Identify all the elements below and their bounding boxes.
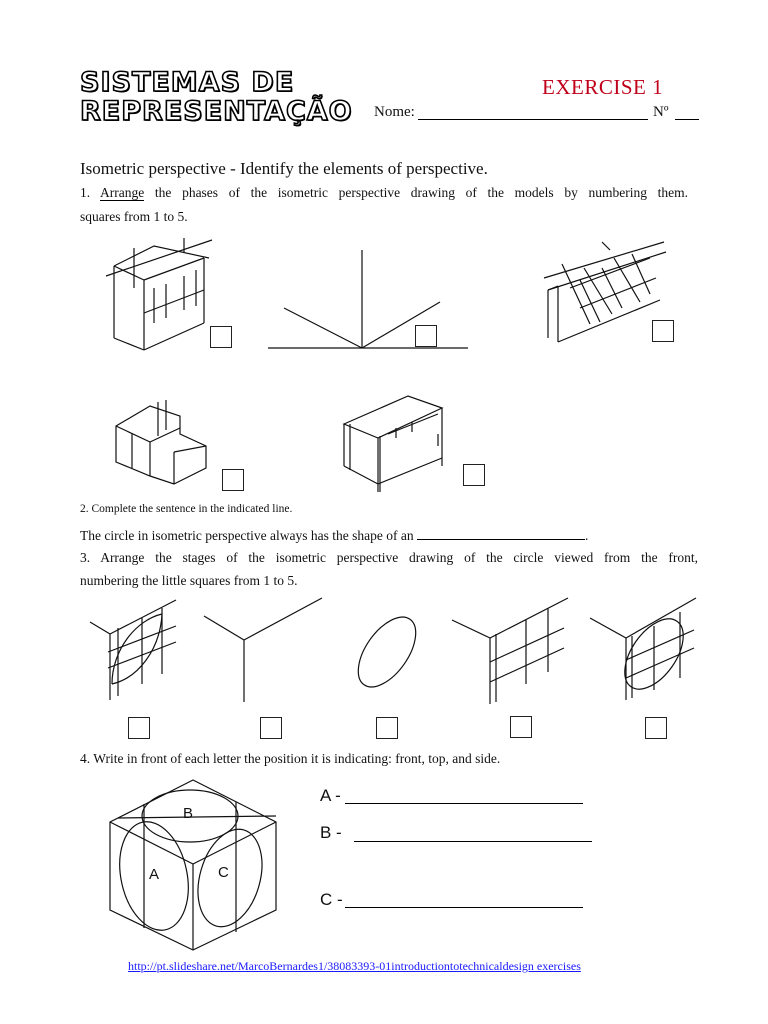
isometric-cube-circles (108, 778, 283, 953)
answer-label-c: C - (320, 890, 343, 909)
number-label: Nº (653, 104, 669, 120)
isometric-drawing-5 (338, 388, 448, 496)
answer-box-5[interactable] (463, 464, 485, 486)
q1-text: the phases of the isometric perspective drawing of the models by numbering them. (154, 185, 688, 200)
circle-stage-2 (204, 598, 324, 706)
logo-line1: SISTEMAS DE (80, 67, 295, 98)
answer-line-c[interactable] (345, 907, 583, 908)
q1-line2: squares from 1 to 5. (80, 209, 188, 224)
cube-label-c: C (218, 864, 229, 881)
circle-box-3[interactable] (376, 717, 398, 739)
answer-box-4[interactable] (222, 469, 244, 491)
q3-line2: numbering the little squares from 1 to 5. (80, 573, 298, 588)
q2-period: . (585, 528, 589, 543)
isometric-drawing-1 (104, 238, 214, 353)
q2-instruction: 2. Complete the sentence in the indicated line. (80, 503, 293, 515)
answer-label-b: B - (320, 823, 342, 842)
q1-word: Arrange (100, 185, 145, 200)
section-title: Isometric perspective - Identify the elements of perspective. (80, 159, 488, 178)
answer-box-1[interactable] (210, 326, 232, 348)
circle-box-4[interactable] (510, 716, 532, 738)
circle-stage-4 (452, 598, 572, 708)
answer-label-a: A - (320, 786, 341, 805)
q1-number: 1. (80, 185, 91, 200)
q4-instruction: 4. Write in front of each letter the position it is indicating: front, top, and side. (80, 751, 501, 766)
circle-box-5[interactable] (645, 717, 667, 739)
q2-sentence (80, 527, 588, 544)
circle-box-1[interactable] (128, 717, 150, 739)
circle-stage-5 (590, 598, 700, 704)
circle-stage-1 (90, 600, 180, 705)
answer-line-a[interactable] (345, 803, 583, 804)
name-field[interactable] (418, 119, 648, 120)
isometric-drawing-3 (540, 238, 670, 343)
cube-label-a: A (149, 866, 160, 883)
logo-line2: REPRESENTAÇÃO (80, 96, 353, 127)
isometric-drawing-2 (268, 250, 470, 352)
q2-answer-line[interactable] (417, 527, 585, 540)
answer-box-3[interactable] (652, 320, 674, 342)
circle-box-2[interactable] (260, 717, 282, 739)
circle-stage-3 (354, 612, 424, 692)
isometric-drawing-4 (110, 390, 210, 490)
q2-sentence-text: The circle in isometric perspective always has the shape of an (80, 528, 414, 543)
source-link[interactable]: http://pt.slideshare.net/MarcoBernardes1/38083393-01introductiontotechnicaldesign exercises (128, 959, 581, 973)
name-label: Nome: (374, 104, 415, 120)
q3-line1: 3. Arrange the stages of the isometric perspective drawing of the circle viewed from the front, (80, 550, 698, 565)
answer-line-b[interactable] (354, 841, 592, 842)
q1-line1 (80, 185, 688, 201)
exercise-title: EXERCISE 1 (542, 75, 664, 99)
number-field[interactable] (675, 119, 699, 120)
answer-box-2[interactable] (415, 325, 437, 347)
cube-label-b: B (183, 805, 194, 822)
